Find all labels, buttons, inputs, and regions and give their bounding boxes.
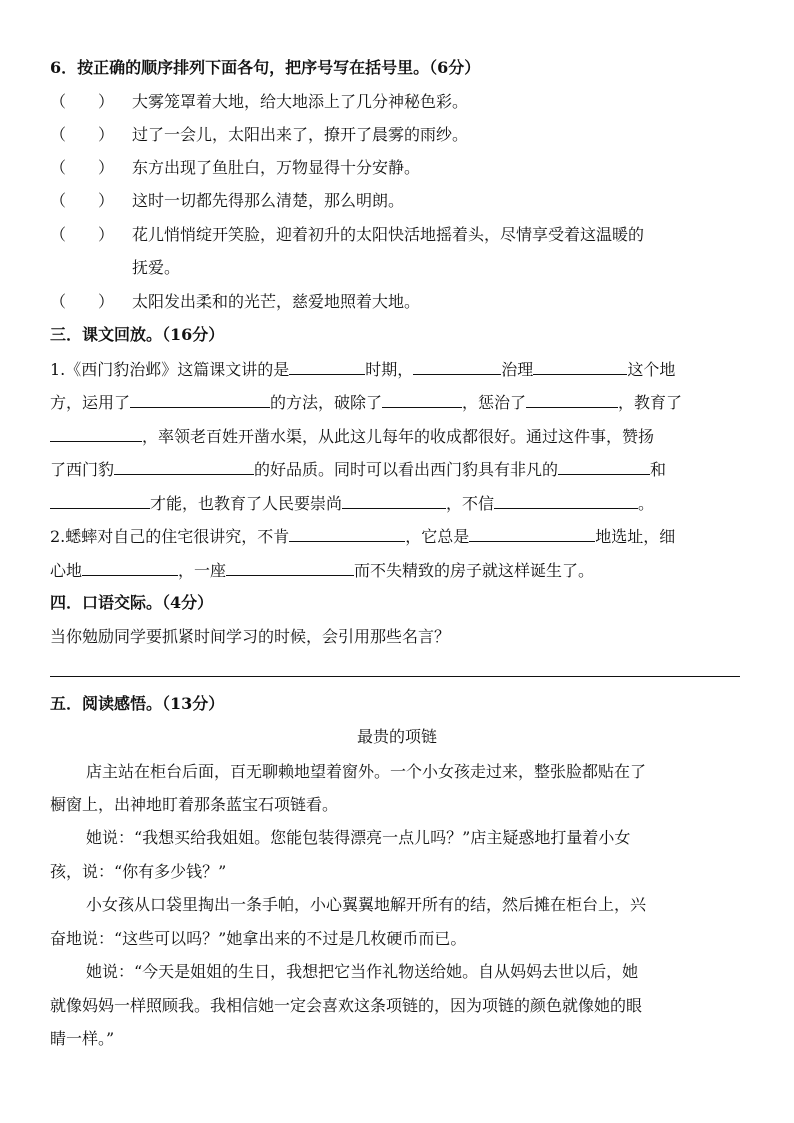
story-line: 就像妈妈一样照顾我。我相信她一定会喜欢这条项链的，因为项链的颜色就像她的眼 xyxy=(50,996,643,1015)
q6-item-text: 花儿悄悄绽开笑脸，迎着初升的太阳快活地摇着头，尽情享受着这温暖的 xyxy=(132,225,645,244)
text: 1.《西门豹治邺》这篇课文讲的是 xyxy=(50,360,290,379)
fill-blank[interactable] xyxy=(533,359,627,375)
q6-item-2 xyxy=(50,125,750,145)
s3-p1-line-1 xyxy=(50,359,750,380)
fill-blank[interactable] xyxy=(494,493,638,509)
q6-item-5-continuation: 抚爱。 xyxy=(132,258,181,277)
fill-blank[interactable] xyxy=(130,392,270,408)
fill-blank[interactable] xyxy=(226,560,354,576)
story-line: 睛一样。” xyxy=(50,1029,115,1048)
fill-blank[interactable] xyxy=(50,426,142,442)
q6-item-text: 这时一切都先得那么清楚，那么明朗。 xyxy=(132,191,405,210)
text: 方，运用了 xyxy=(50,393,131,412)
text: ，不信 xyxy=(446,494,495,513)
answer-line[interactable] xyxy=(50,676,740,677)
text: 。 xyxy=(638,494,655,513)
s3-p1-line-5 xyxy=(50,493,750,514)
fill-blank[interactable] xyxy=(382,392,462,408)
answer-paren[interactable]: （ ） xyxy=(50,292,115,311)
text: 而不失精致的房子就这样诞生了。 xyxy=(354,561,595,580)
answer-paren[interactable]: （ ） xyxy=(50,158,115,177)
q6-item-4 xyxy=(50,191,750,211)
text: 心地 xyxy=(50,561,83,580)
s3-p2-line-1 xyxy=(50,526,750,547)
q6-item-text: 大雾笼罩着大地，给大地添上了几分神秘色彩。 xyxy=(132,92,469,111)
fill-blank[interactable] xyxy=(82,560,178,576)
text: ，它总是 xyxy=(405,527,470,546)
q6-item-5 xyxy=(50,225,750,245)
text: 这个地 xyxy=(627,360,676,379)
answer-paren[interactable]: （ ） xyxy=(50,125,115,144)
q6-item-1 xyxy=(50,92,750,112)
section-5-title: 五．阅读感悟。（13分） xyxy=(50,694,225,713)
fill-blank[interactable] xyxy=(114,459,254,475)
q6-item-3 xyxy=(50,158,750,178)
fill-blank[interactable] xyxy=(413,359,501,375)
text: ，率领老百姓开凿水渠，从此这儿每年的收成都很好。通过这件事，赞扬 xyxy=(142,427,655,446)
fill-blank[interactable] xyxy=(526,392,618,408)
story-line: 小女孩从口袋里掏出一条手帕，小心翼翼地解开所有的结，然后摊在柜台上，兴 xyxy=(86,895,647,914)
s3-p1-line-4 xyxy=(50,459,750,480)
story-line: 奋地说：“这些可以吗？”她拿出来的不过是几枚硬币而已。 xyxy=(50,929,467,948)
fill-blank[interactable] xyxy=(469,526,595,542)
text: 2.蟋蟀对自己的住宅很讲究，不肯 xyxy=(50,527,290,546)
text: 地选址，细 xyxy=(595,527,676,546)
q6-item-6 xyxy=(50,292,750,312)
q6-item-text: 东方出现了鱼肚白，万物显得十分安静。 xyxy=(132,158,421,177)
fill-blank[interactable] xyxy=(342,493,446,509)
q6-item-text: 过了一会儿，太阳出来了，撩开了晨雾的雨纱。 xyxy=(132,125,469,144)
story-line: 她说：“今天是姐姐的生日，我想把它当作礼物送给她。自从妈妈去世以后，她 xyxy=(86,962,639,981)
answer-paren[interactable]: （ ） xyxy=(50,225,115,244)
s3-p1-line-2 xyxy=(50,392,750,413)
text: 时期， xyxy=(365,360,414,379)
fill-blank[interactable] xyxy=(558,459,650,475)
q6-title: 6．按正确的顺序排列下面各句，把序号写在括号里。（6分） xyxy=(50,58,481,77)
s4-question: 当你勉励同学要抓紧时间学习的时候，会引用那些名言？ xyxy=(50,627,451,646)
s3-p1-line-3 xyxy=(50,426,750,447)
story-line: 橱窗上，出神地盯着那条蓝宝石项链看。 xyxy=(50,795,339,814)
story-line: 孩，说：“你有多少钱？” xyxy=(50,862,227,881)
story-line: 她说：“我想买给我姐姐。您能包装得漂亮一点儿吗？”店主疑惑地打量着小女 xyxy=(86,828,631,847)
text: 和 xyxy=(650,460,667,479)
q6-item-text: 太阳发出柔和的光芒，慈爱地照着大地。 xyxy=(132,292,421,311)
text: ，一座 xyxy=(178,561,227,580)
fill-blank[interactable] xyxy=(289,359,365,375)
text: ，教育了 xyxy=(618,393,683,412)
text: 的方法，破除了 xyxy=(270,393,383,412)
text: 治理 xyxy=(501,360,534,379)
fill-blank[interactable] xyxy=(50,493,150,509)
section-4-title: 四．口语交际。（4分） xyxy=(50,593,214,612)
story-line: 店主站在柜台后面，百无聊赖地望着窗外。一个小女孩走过来，整张脸都贴在了 xyxy=(86,762,647,781)
text: 的好品质。同时可以看出西门豹具有非凡的 xyxy=(254,460,559,479)
answer-paren[interactable]: （ ） xyxy=(50,92,115,111)
text: 了西门豹 xyxy=(50,460,115,479)
section-3-title: 三．课文回放。（16分） xyxy=(50,325,225,344)
story-title: 最贵的项链 xyxy=(356,727,437,746)
fill-blank[interactable] xyxy=(289,526,405,542)
s3-p2-line-2 xyxy=(50,560,750,581)
answer-paren[interactable]: （ ） xyxy=(50,191,115,210)
text: 才能，也教育了人民要崇尚 xyxy=(150,494,343,513)
text: ，惩治了 xyxy=(462,393,527,412)
